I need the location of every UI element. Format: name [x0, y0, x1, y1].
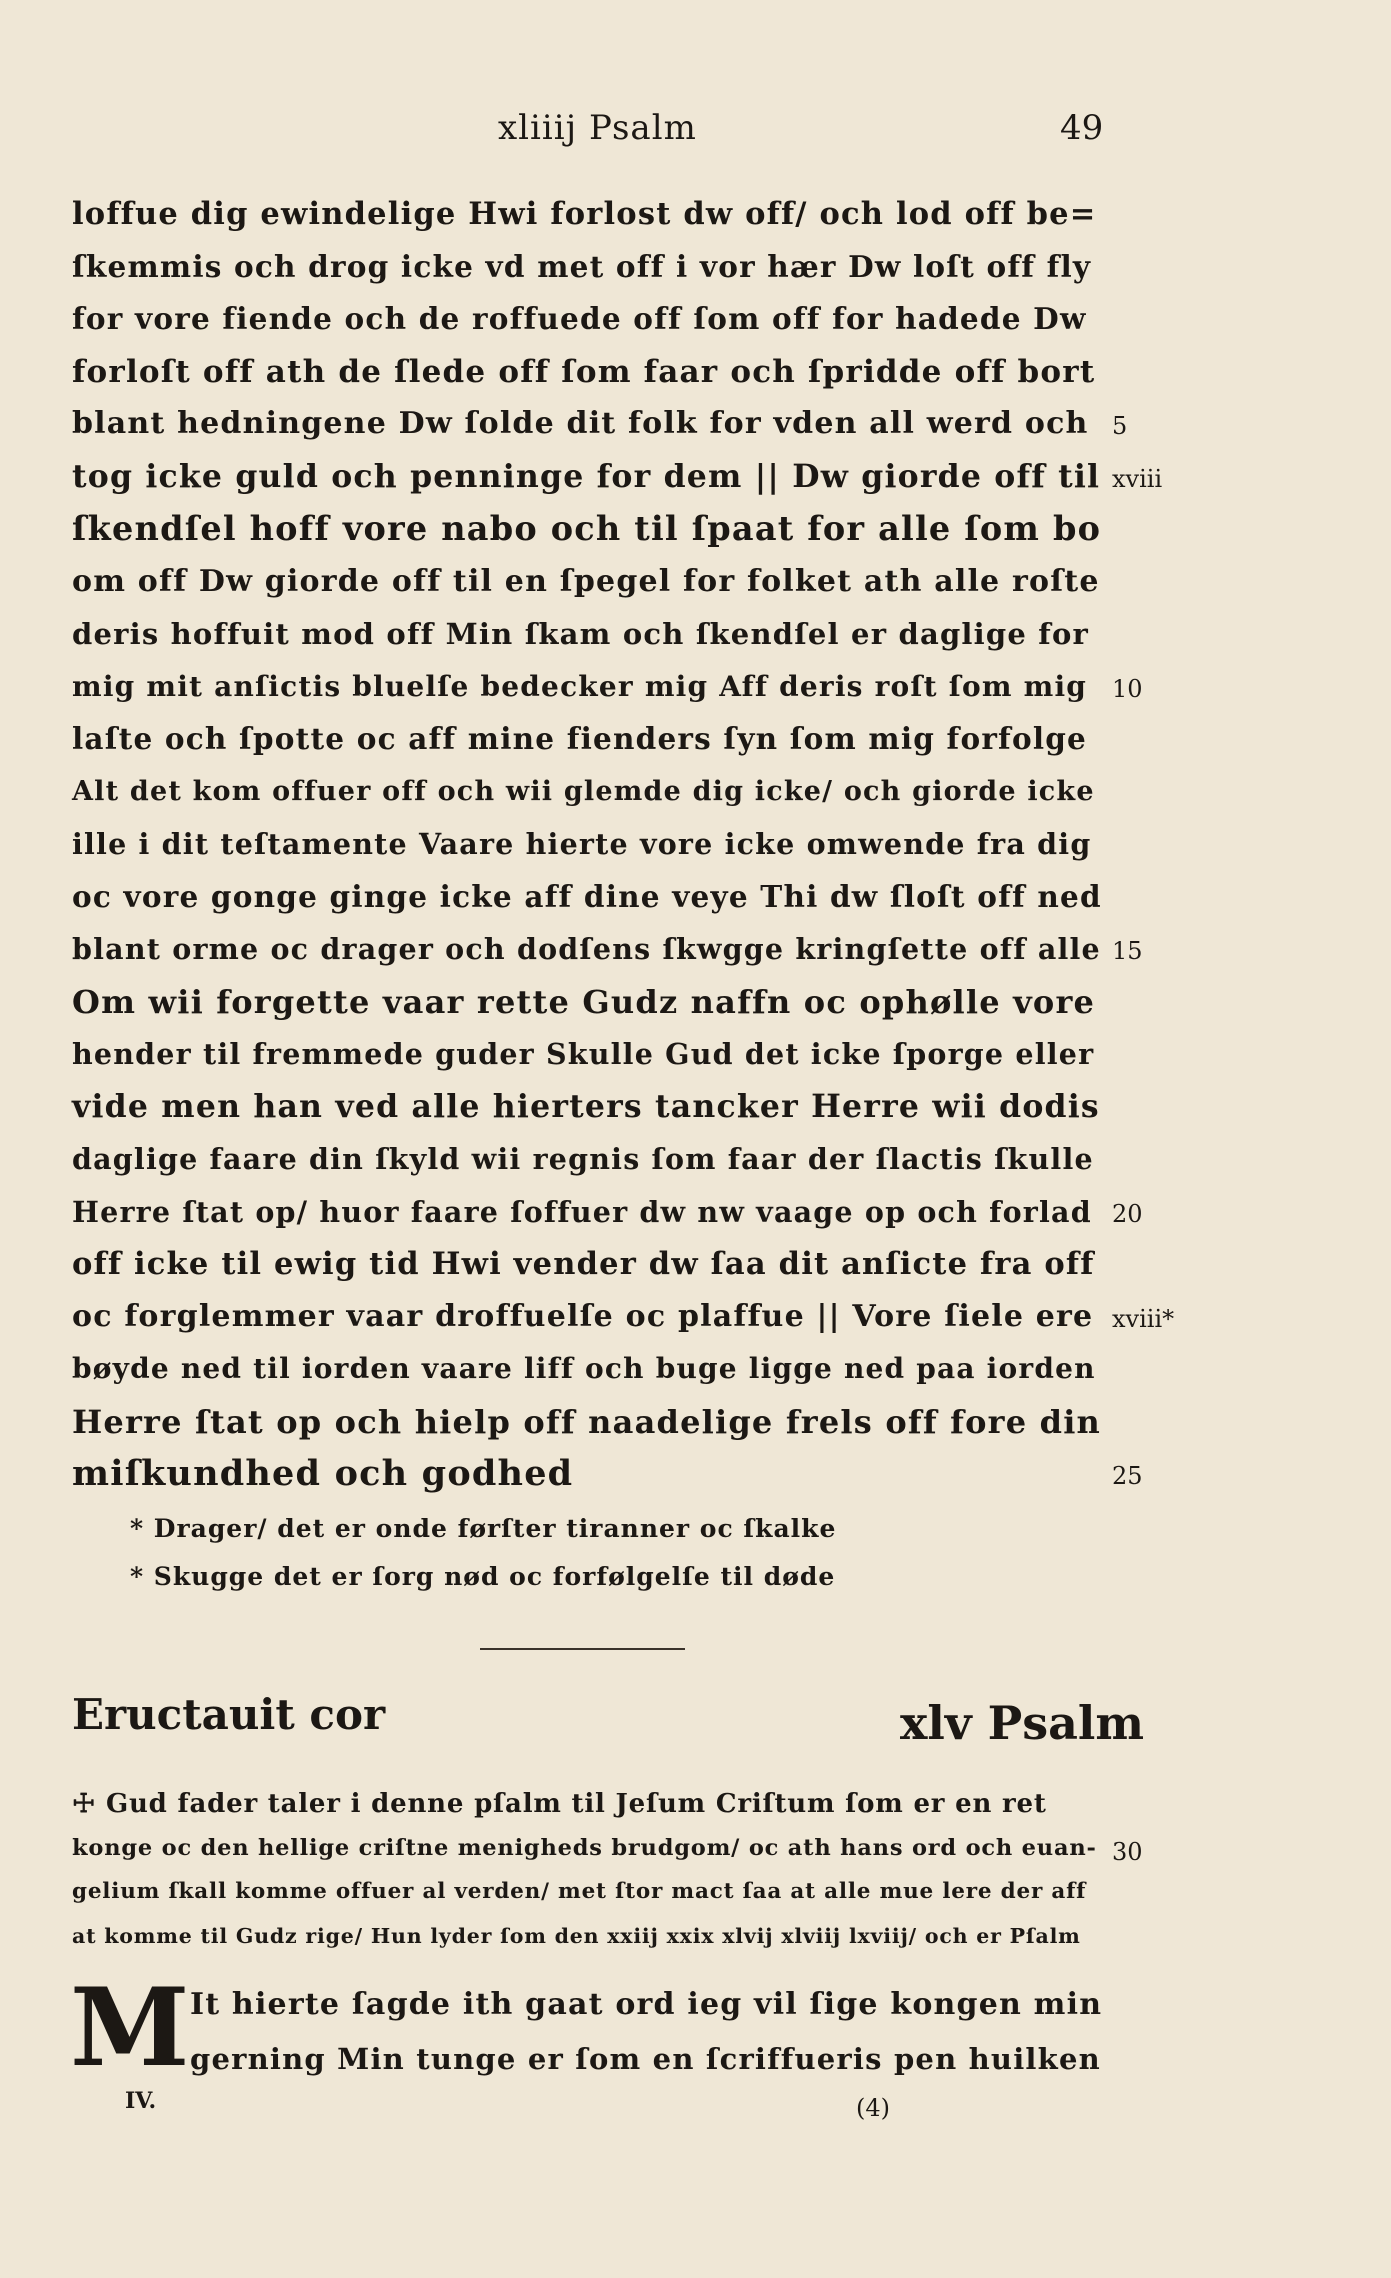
footnote: * Skugge det er ſorg nød oc forfølgelſe til døde	[130, 1562, 836, 1591]
summary-line: at komme til Gudz rige/ Hun lyder ſom den xxiij xxix xlvij xlviij lxviij/ och er Pſalm	[72, 1924, 1081, 1948]
text-line: hender til fremmede guder Skulle Gud det icke ſporge eller	[72, 1037, 1095, 1071]
text-line: tog icke guld och penninge for dem || Dw giorde off til	[72, 457, 1101, 495]
margin-line-number: 5	[1112, 412, 1128, 440]
footnotes	[130, 1505, 836, 1601]
text-line: Alt det kom offuer off och wii glemde dig icke/ och giorde icke	[72, 775, 1095, 807]
psalm-text	[72, 188, 1102, 1501]
text-line: laſte och ſpotte oc aff mine fienders ſyn ſom mig forfolge	[72, 721, 1088, 756]
drop-cap-initial: M	[70, 1965, 190, 2091]
text-line: forloſt off ath de ſlede off ſom faar och ſpridde off bort	[72, 353, 1096, 390]
opening-line: It hierte ſagde ith gaat ord ieg vil ſige kongen min	[190, 1987, 1103, 2022]
text-line: oc forglemmer vaar droffuelſe oc plaffue || Vore ſiele ere	[72, 1298, 1094, 1334]
text-line: oc vore gonge ginge icke aff dine veye Thi dw ſloſt off ned	[72, 878, 1102, 914]
text-line: ſkemmis och drog icke vd met off i vor hær Dw loſt off fly	[72, 248, 1092, 284]
section-heading	[0, 1690, 1391, 1760]
margin-line-number: xviii	[1112, 464, 1163, 493]
psalm-summary	[72, 1782, 1102, 1958]
text-line: blant hedningene Dw ſolde dit folk for vden all werd och	[72, 406, 1089, 441]
psalm-opening	[190, 1978, 1110, 2086]
text-line: Herre ſtat op/ huor faare ſoffuer dw nw vaage op och forlad	[72, 1194, 1092, 1229]
text-line: miſkundhed och godhed	[72, 1453, 574, 1494]
summary-line: gelium ſkall komme offuer al verden/ met ſtor mact ſaa at alle mue lere der aff	[72, 1879, 1087, 1904]
text-line: ſkendſel hoff vore nabo och til ſpaat for alle ſom bo	[72, 509, 1102, 548]
latin-incipit: Eructauit cor	[72, 1690, 386, 1739]
summary-line: ☩ Gud fader taler i denne pſalm til Jeſum Criſtum ſom er en ret	[72, 1789, 1047, 1819]
page-header	[0, 108, 1391, 158]
page-number: 49	[1060, 108, 1104, 148]
gathering-mark: (4)	[856, 2094, 890, 2122]
text-line: for vore fiende och de roffuede off ſom off for hadede Dw	[72, 301, 1087, 336]
text-line: om off Dw giorde off til en ſpegel for folket ath alle roſte	[72, 563, 1100, 599]
summary-line: konge oc den hellige criſtne menigheds brudgom/ oc ath hans ord och euan-	[72, 1835, 1097, 1861]
running-title: xliiij Psalm	[498, 108, 697, 148]
margin-line-number: 25	[1112, 1462, 1143, 1490]
margin-line-number: 20	[1112, 1199, 1143, 1228]
psalm-title: xlv Psalm	[900, 1696, 1145, 1750]
margin-line-number: 10	[1112, 674, 1143, 703]
text-line: daglige faare din ſkyld wii regnis ſom faar der ſlactis ſkulle	[72, 1142, 1094, 1176]
text-line: blant orme oc drager och dodſens ſkwgge kringſette off alle	[72, 932, 1101, 966]
section-divider	[480, 1648, 685, 1650]
text-line: bøyde ned til iorden vaare liff och buge ligge ned paa iorden	[72, 1352, 1096, 1385]
text-line: Herre ſtat op och hielp off naadelige frels off fore din	[72, 1402, 1102, 1441]
margin-line-number: xviii*	[1112, 1304, 1175, 1333]
text-line: deris hoffuit mod off Min ſkam och ſkendſel er daglige for	[72, 617, 1089, 651]
text-line: vide men han ved alle hierters tancker Herre wii dodis	[72, 1087, 1100, 1125]
text-line: loffue dig ewindelige Hwi forlost dw off/ och lod off be=	[72, 196, 1097, 232]
text-line: ille i dit teſtamente Vaare hierte vore icke omwende fra dig	[72, 827, 1092, 861]
text-line: off icke til ewig tid Hwi vender dw ſaa dit anſicte fra off	[72, 1246, 1095, 1282]
signature-mark: IV.	[125, 2088, 157, 2114]
text-line: Om wii forgette vaar rette Gudz naffn oc ophølle vore	[72, 982, 1096, 1021]
text-line: mig mit anſictis bluelſe bedecker mig Aff deris roſt ſom mig	[72, 669, 1088, 703]
footnote: * Drager/ det er onde førſter tiranner oc ſkalke	[130, 1514, 837, 1543]
margin-line-number: 15	[1112, 937, 1143, 965]
opening-line: gerning Min tunge er ſom en ſcriffueris pen huilken	[190, 2042, 1101, 2076]
summary-margin-number: 30	[1112, 1838, 1143, 1866]
